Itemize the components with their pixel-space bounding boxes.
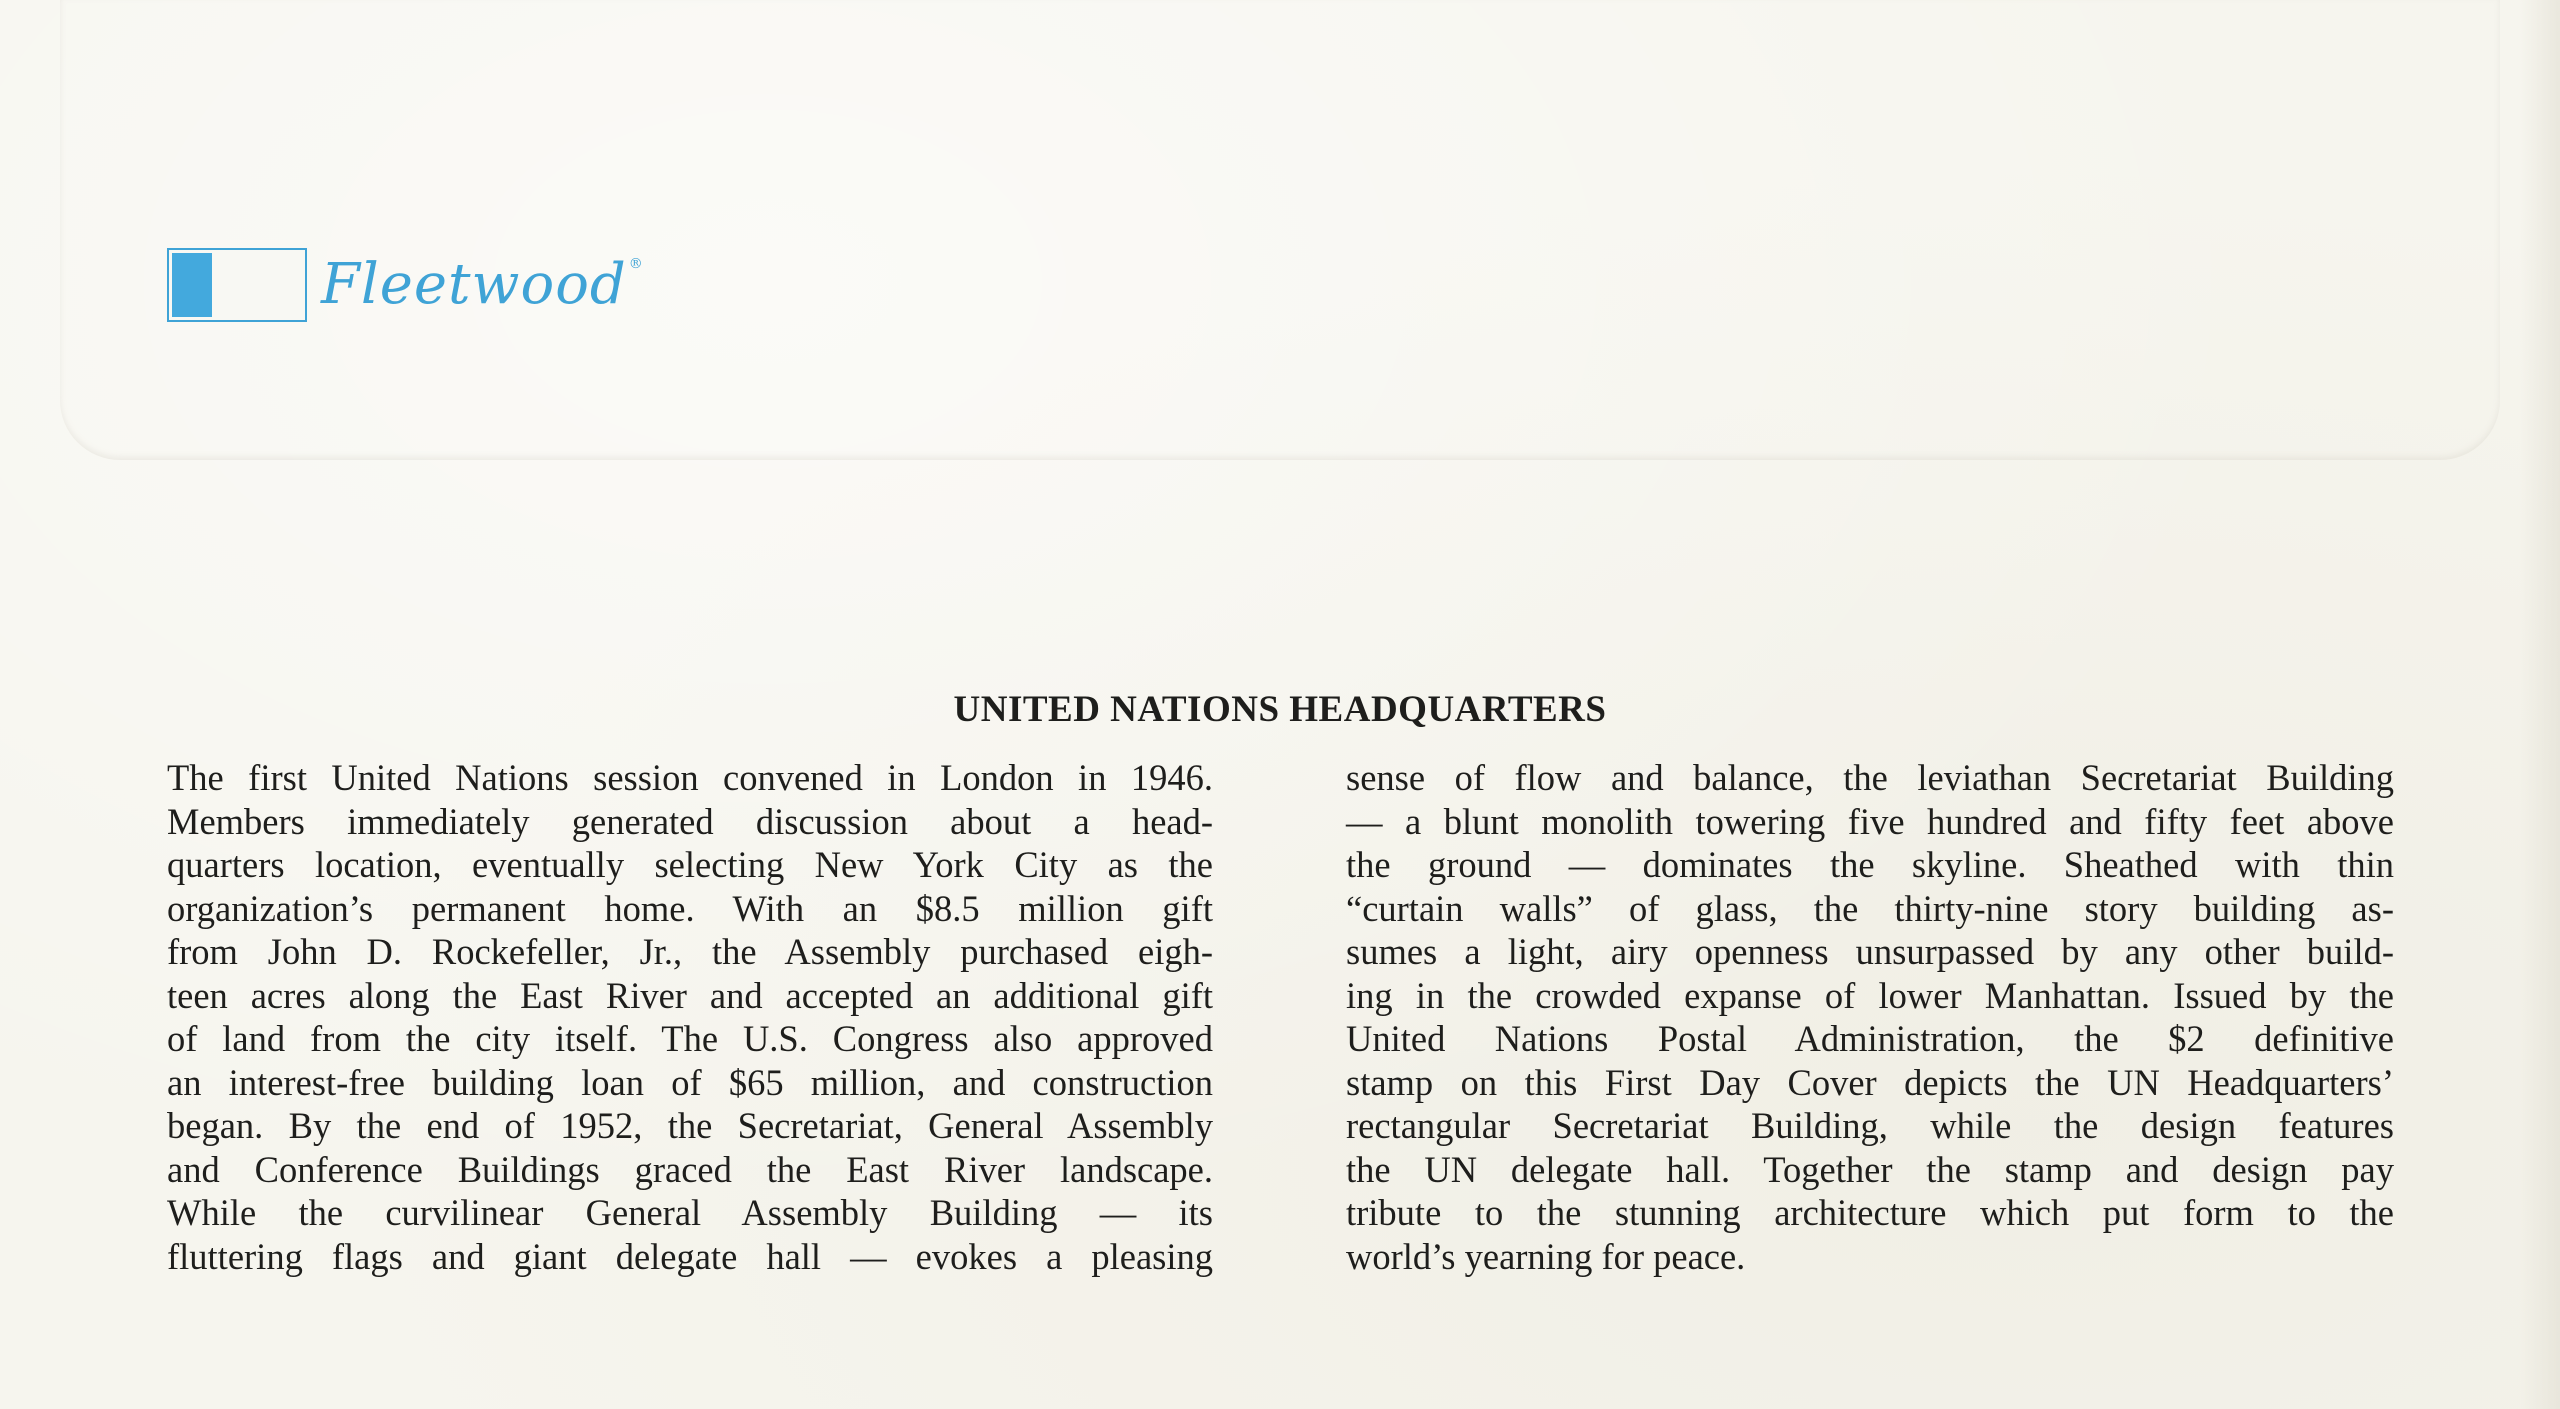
text-line: stamp on this First Day Cover depicts the UN Headquarters’ (1346, 1061, 2394, 1103)
fleetwood-logo (167, 248, 644, 322)
text-line: Members immediately generated discussion about a head- (167, 800, 1213, 842)
text-line: The first United Nations session convened in London in 1946. (167, 757, 1213, 798)
text-line: organization’s permanent home. With an $8.5 million gift (167, 887, 1213, 929)
registered-mark: ® (628, 256, 644, 272)
text-line: ing in the crowded expanse of lower Manhattan. Issued by the (1346, 974, 2394, 1016)
logo-wordmark (321, 252, 644, 317)
logo-wordmark-text: Fleetwood (321, 252, 627, 317)
text-line: the UN delegate hall. Together the stamp and design pay (1346, 1148, 2394, 1190)
article-left-column (167, 756, 1213, 1278)
text-line: fluttering flags and giant delegate hall — evokes a pleasing (167, 1235, 1213, 1277)
text-line: sense of flow and balance, the leviathan Secretariat Building (1346, 757, 2394, 798)
text-line: rectangular Secretariat Building, while the design features (1346, 1105, 2394, 1146)
text-line: began. By the end of 1952, the Secretariat, General Assembly (167, 1105, 1213, 1146)
article-title: UNITED NATIONS HEADQUARTERS (953, 689, 1607, 730)
text-line: the ground — dominates the skyline. Sheathed with thin (1346, 844, 2394, 885)
text-line: “curtain walls” of glass, the thirty-nine story building as- (1346, 887, 2394, 929)
text-line: and Conference Buildings graced the East River landscape. (167, 1148, 1213, 1190)
text-line: of land from the city itself. The U.S. Congress also approved (167, 1018, 1213, 1059)
logo-box-icon (167, 248, 307, 322)
text-line: tribute to the stunning architecture which put form to the (1346, 1192, 2394, 1233)
text-line: an interest-free building loan of $65 million, and construction (167, 1061, 1213, 1103)
text-line: teen acres along the East River and accepted an additional gift (167, 974, 1213, 1016)
text-line: quarters location, eventually selecting New York City as the (167, 844, 1213, 885)
text-line: world’s yearning for peace. (1346, 1235, 1746, 1277)
text-line: from John D. Rockefeller, Jr., the Assembly purchased eigh- (167, 931, 1213, 972)
article-right-column (1346, 756, 2394, 1278)
text-line: — a blunt monolith towering five hundred and fifty feet above (1346, 800, 2394, 842)
text-line: While the curvilinear General Assembly Building — its (167, 1192, 1213, 1233)
text-line: sumes a light, airy openness unsurpassed by any other build- (1346, 931, 2394, 972)
text-line: United Nations Postal Administration, the $2 definitive (1346, 1018, 2394, 1059)
logo-box-fill (172, 253, 212, 317)
